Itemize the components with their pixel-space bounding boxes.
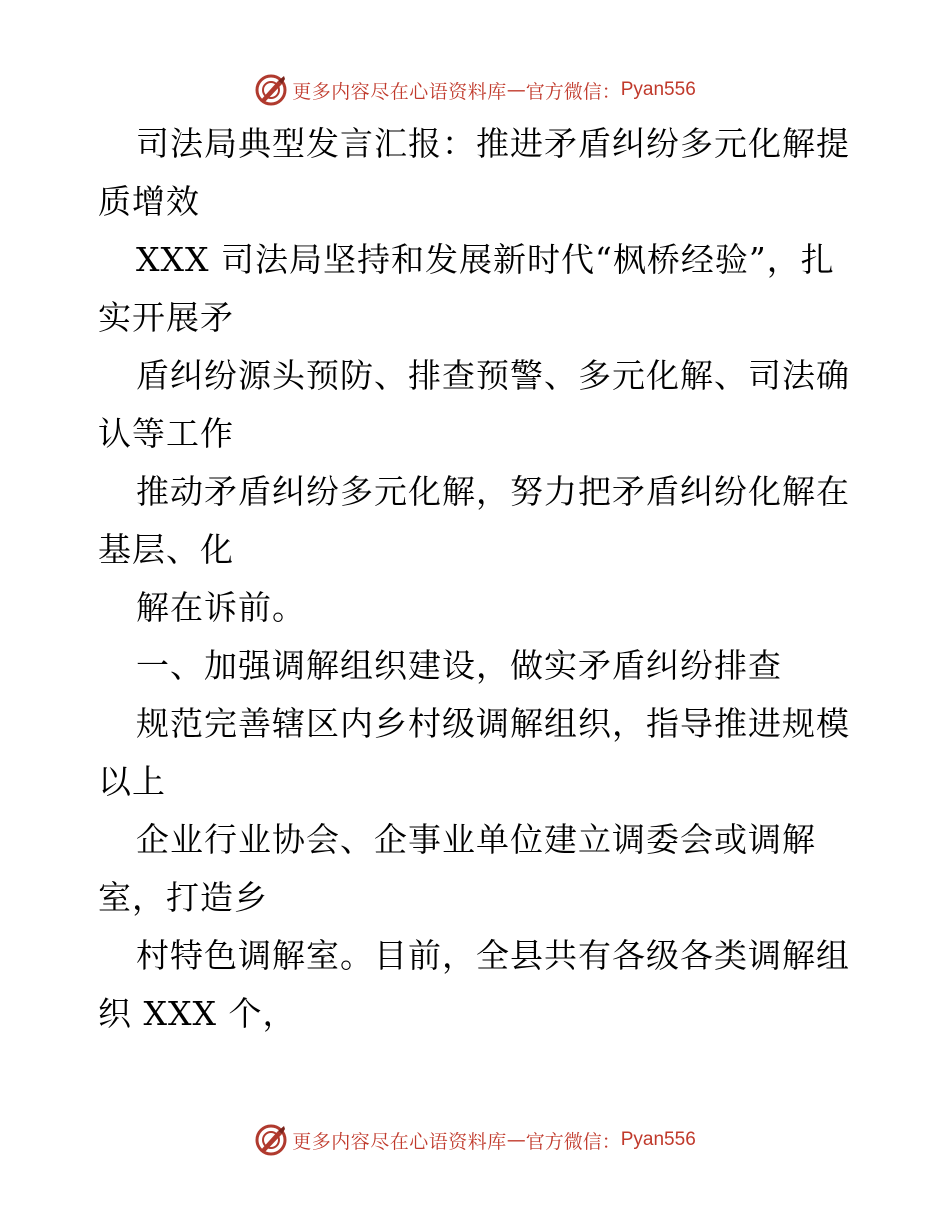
doc-section-heading: 一、加强调解组织建设，做实矛盾纠纷排查 xyxy=(136,646,782,685)
doc-paragraph-line: 织 XXX 个， xyxy=(98,994,297,1033)
pen-logo-icon xyxy=(254,1123,288,1157)
footer-wechat-id: Pyan556 xyxy=(620,1129,696,1150)
doc-paragraph-line: 规范完善辖区内乡村级调解组织，指导推进规模 xyxy=(136,704,850,743)
footer-wechat-label: 官方微信： xyxy=(525,1130,621,1153)
header-banner-text: 更多内容尽在心语资料库 xyxy=(292,80,507,103)
footer-banner-separator: — xyxy=(506,1129,526,1151)
doc-title-line-1: 司法局典型发言汇报：推进矛盾纠纷多元化解提 xyxy=(136,124,850,163)
doc-title-line-2: 质增效 xyxy=(98,182,200,221)
doc-paragraph-line: 村特色调解室。目前，全县共有各级各类调解组 xyxy=(136,936,850,975)
doc-paragraph-line: 推动矛盾纠纷多元化解，努力把矛盾纠纷化解在 xyxy=(136,472,850,511)
document-body xyxy=(98,115,858,1043)
doc-paragraph-line: 企业行业协会、企事业单位建立调委会或调解 xyxy=(136,820,816,859)
doc-paragraph-line: 室，打造乡 xyxy=(98,878,268,917)
doc-paragraph-line: 实开展矛 xyxy=(98,298,234,337)
doc-paragraph-line: 盾纠纷源头预防、排查预警、多元化解、司法确 xyxy=(136,356,850,395)
doc-paragraph-line: 基层、化 xyxy=(98,530,234,569)
header-banner-separator: — xyxy=(506,79,526,101)
doc-paragraph-line: XXX 司法局坚持和发展新时代“枫桥经验”，扎 xyxy=(136,240,835,279)
header-wechat-id: Pyan556 xyxy=(620,79,696,100)
header-banner xyxy=(0,70,950,110)
doc-paragraph-line: 认等工作 xyxy=(98,414,234,453)
header-wechat-label: 官方微信： xyxy=(525,80,621,103)
footer-banner xyxy=(0,1120,950,1160)
pen-logo-icon xyxy=(254,73,288,107)
footer-banner-text: 更多内容尽在心语资料库 xyxy=(292,1130,507,1153)
doc-paragraph-line: 以上 xyxy=(98,762,166,801)
doc-paragraph-line: 解在诉前。 xyxy=(136,588,306,627)
